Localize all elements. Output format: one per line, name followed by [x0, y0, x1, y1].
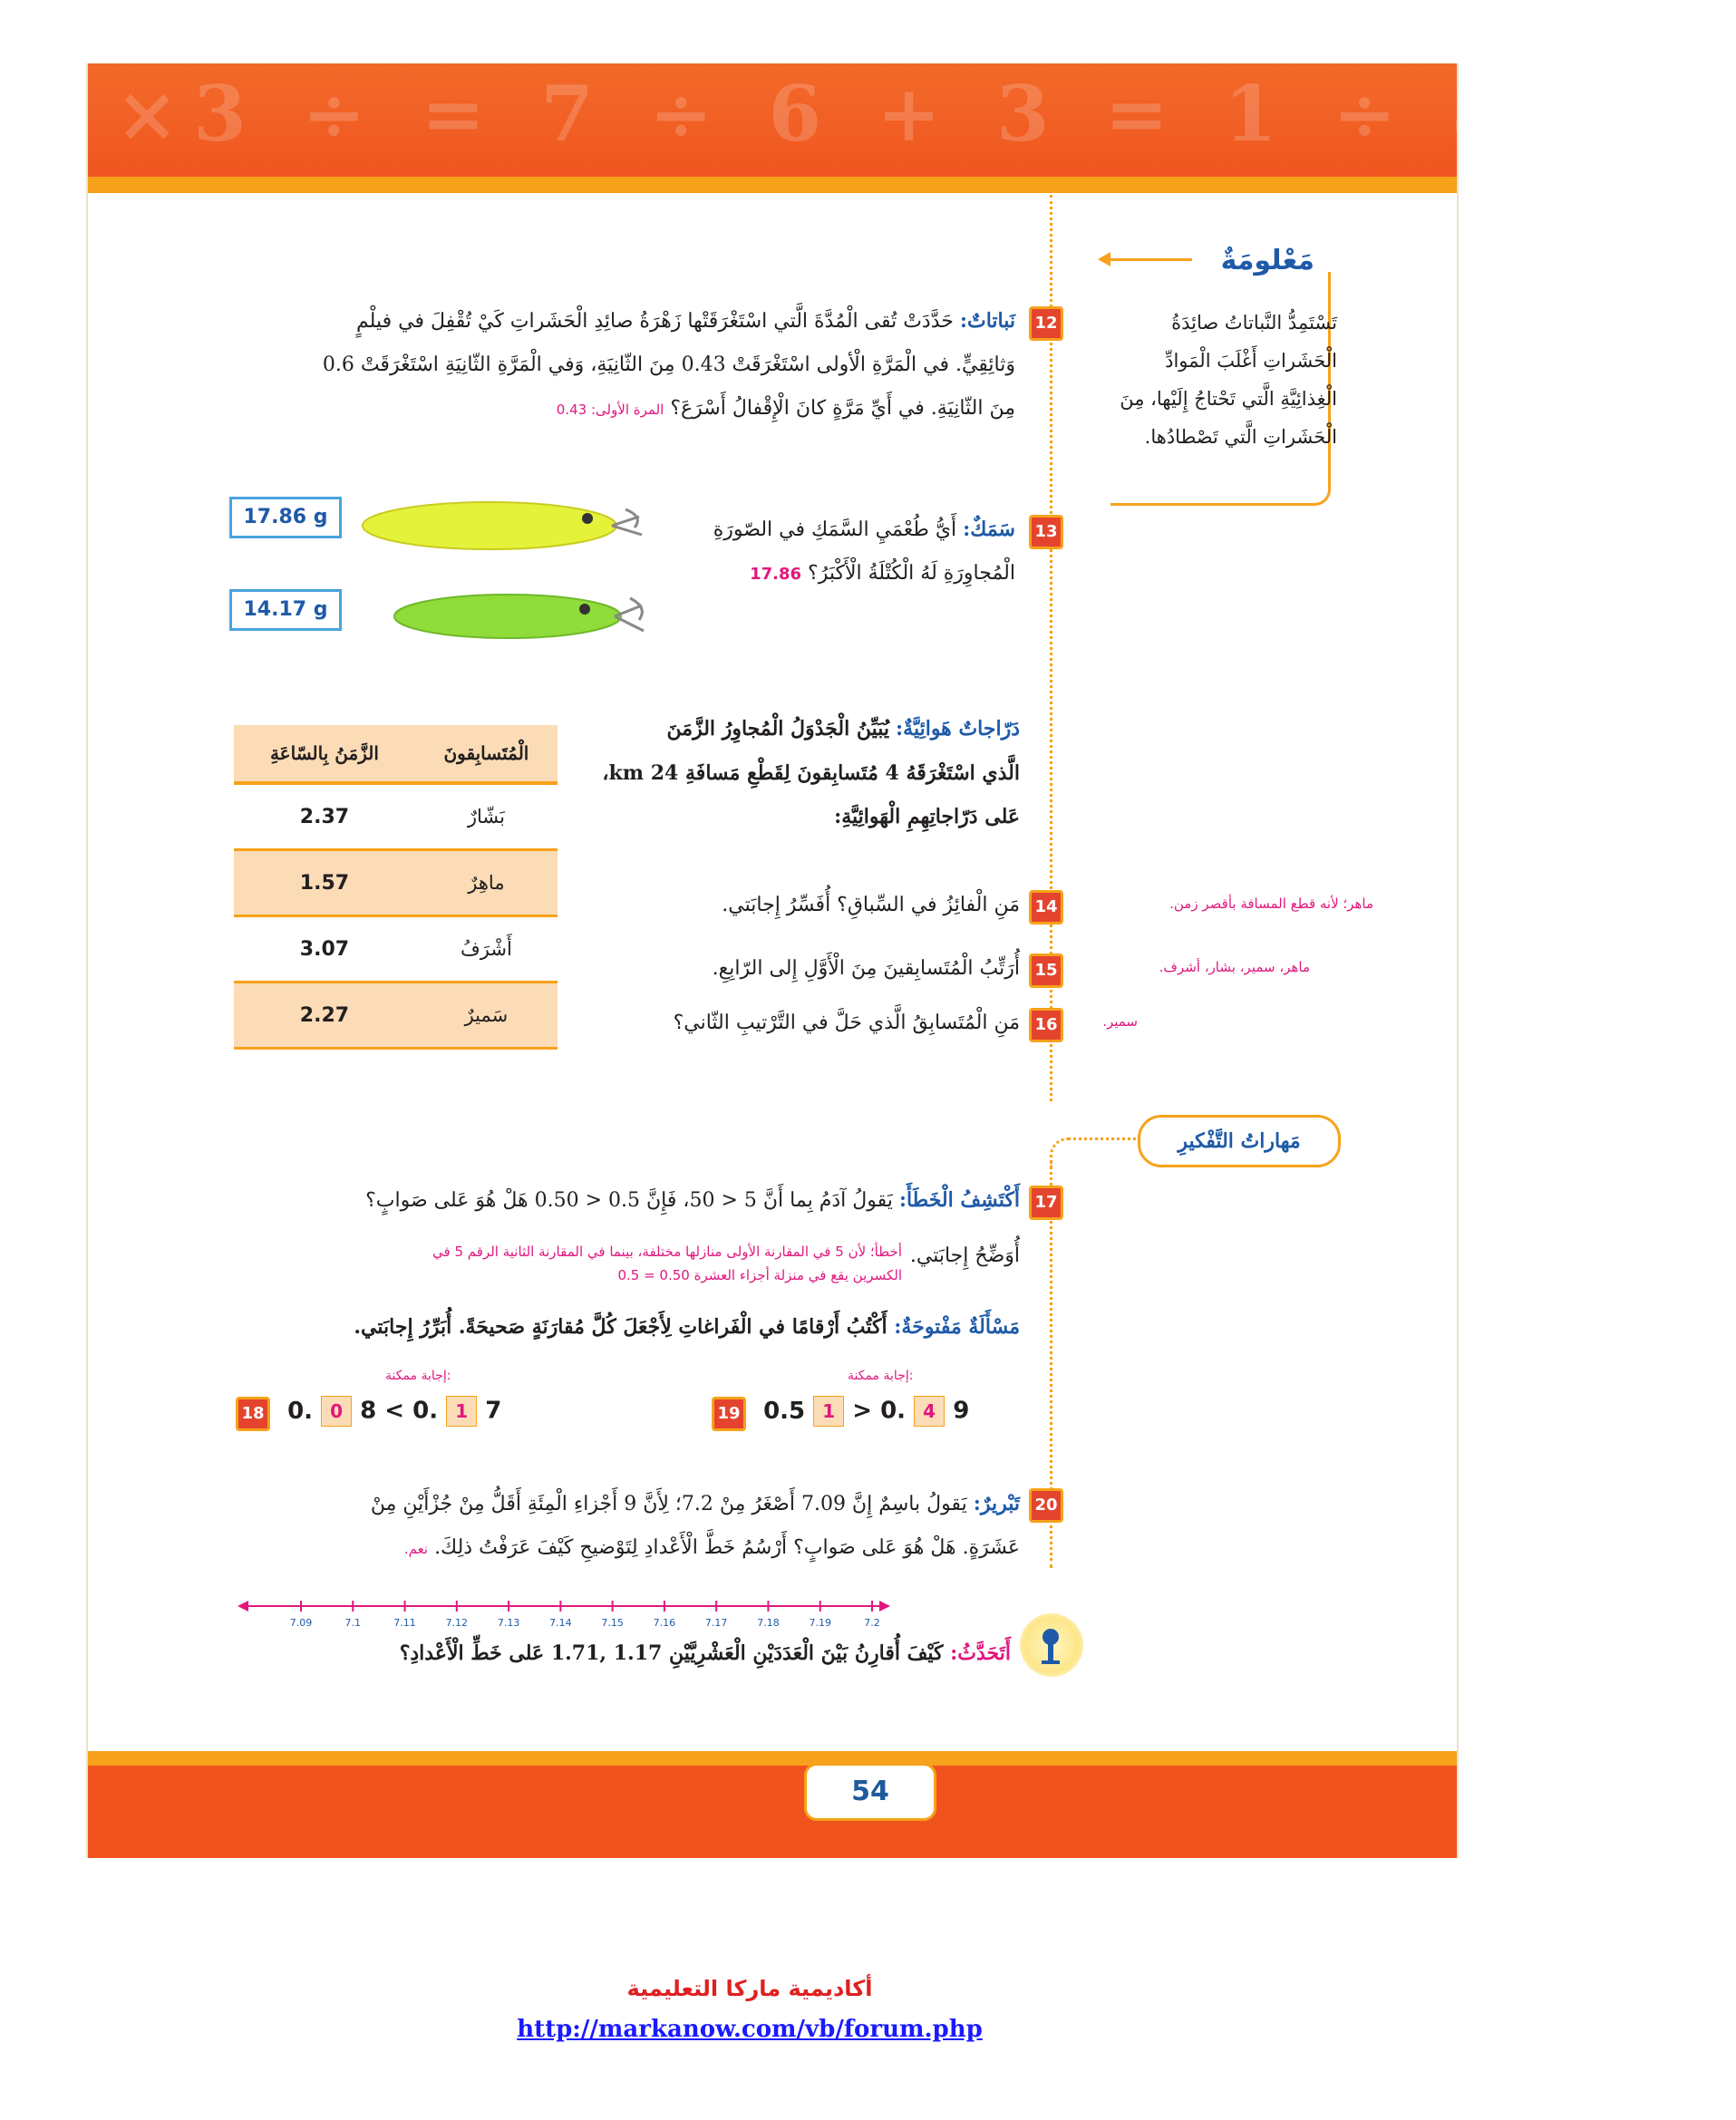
question-number-16: 16	[1029, 1008, 1063, 1042]
keyword-find-error: أَكْتَشِفُ الْخَطَأَ:	[898, 1188, 1020, 1212]
tick-label: 7.2	[864, 1617, 880, 1629]
answer-16: سمير.	[1102, 1013, 1138, 1030]
question-14: مَنِ الْفائِزُ في السِّباقِ؟ أُفَسِّرُ إِجابَتي.	[722, 894, 1020, 916]
table-header-racers: الْمُتَسابِقونَ	[415, 725, 558, 783]
tick-label: 7.09	[289, 1617, 313, 1629]
keyword-talk: أَتَحَدَّثُ:	[950, 1641, 1011, 1665]
answer-12: المرة الأولى: 0.43	[556, 402, 664, 418]
question-13: سَمَكٌ: أَيُّ طُعْمَيِ السَّمَكِ في الصّورَةِ الْمُجاوِرَةِ لَهُ الْكُتْلَةُ الْأَكْبَرُ؟ 17.86	[713, 518, 1015, 585]
fish-lure-1-icon	[354, 489, 653, 562]
race-table	[234, 725, 558, 1050]
question-15: أُرَتِّبُ الْمُتَسابِقينَ مِنَ الْأَوَّلِ إِلى الرّابِعِ.	[712, 957, 1020, 980]
table-row: 2.37 بَشّارٌ	[234, 783, 558, 850]
question-number-17: 17	[1029, 1186, 1063, 1220]
info-text: تَسْتَمِدُّ النَّباتاتُ صائِدَةُ الْحَشَراتِ أَغْلَبَ الْمَوادِّ الْغِذائِيَّةِ الَّتي تَحْتاجُ إِلَيْها، مِنَ الْحَشَراتِ الَّتي تَصْطادُها.	[1120, 312, 1337, 448]
header-band	[88, 63, 1736, 193]
blank-box: 0	[321, 1396, 352, 1427]
tick-label: 7.12	[445, 1617, 469, 1629]
possible-answer-18: إجابة ممكنة:	[385, 1369, 451, 1383]
question-number-15: 15	[1029, 954, 1063, 988]
keyword-open: مَسْأَلَةٌ مَفْتوحَةٌ:	[894, 1315, 1020, 1339]
question-number-13: 13	[1029, 515, 1063, 549]
keyword-fish: سَمَكٌ:	[963, 518, 1015, 541]
mass-label-2: 14.17 g	[229, 589, 342, 631]
blank-box: 4	[914, 1396, 945, 1427]
tick-label: 7.16	[653, 1617, 676, 1629]
tick-label: 7.13	[497, 1617, 520, 1629]
tick-label: 7.19	[809, 1617, 831, 1629]
tick-label: 7.14	[549, 1617, 572, 1629]
info-title: مَعْلومَةٌ	[1220, 245, 1314, 276]
page-number: 54	[804, 1763, 936, 1821]
question-number-20: 20	[1029, 1488, 1063, 1523]
race-intro: دَرّاجاتٌ هَوائِيَّةٌ: يُبَيِّنُ الْجَدْوَلُ الْمُجاوِرُ الزَّمَنَ الَّذي اسْتَغْرَقَهُ 4 مُتَسابِقونَ لِقَطْعِ مَسافَةِ 24 km، عَلى دَرّاجاتِهِمِ الْهَوائِيَّةِ:	[602, 717, 1020, 828]
tick-label: 7.15	[601, 1617, 624, 1629]
fish-lure-2-icon	[381, 580, 653, 653]
table-row: 2.27 سَميرٌ	[234, 983, 558, 1049]
keyword-plants: نَباتاتٌ:	[959, 309, 1015, 333]
tick-label: 7.1	[344, 1617, 362, 1629]
footer-band	[88, 1751, 1457, 1858]
skills-badge: مَهاراتُ التَّفْكيرِ	[1138, 1115, 1341, 1167]
answer-15: ماهر، سمير، بشار، أشرف.	[1159, 959, 1310, 975]
possible-answer-19: إجابة ممكنة:	[848, 1369, 914, 1383]
mass-label-1: 17.86 g	[229, 497, 342, 538]
table-header-time: الزَّمَنُ بِالسّاعَةِ	[234, 725, 415, 783]
tick-label: 7.18	[757, 1617, 780, 1629]
question-18: 18 0. 0 8 < 0. 1 7	[236, 1396, 501, 1431]
table-row: 3.07 أَشْرَفُ	[234, 916, 558, 983]
question-number-12: 12	[1029, 306, 1063, 341]
question-17: أَكْتَشِفُ الْخَطَأَ: يَقولُ آدَمُ بِما أَنَّ 5 < 50، فَإِنَّ 0.5 < 0.50 هَلْ هُوَ عَلى صَوابٍ؟	[365, 1188, 1020, 1212]
question-16: مَنِ الْمُتَسابِقُ الَّذي حَلَّ في التَّرْتيبِ الثّاني؟	[673, 1012, 1020, 1034]
question-20: تَبْريرٌ: يَقولُ باسِمٌ إِنَّ 7.09 أَصْغَرُ مِنْ 7.2؛ لِأَنَّ 9 أَجْزاءِ الْمِئَةِ أَقَلُّ مِنْ جُزْأَيْنِ مِنْ عَشَرَةٍ. هَلْ هُوَ عَلى صَوابٍ؟ أَرْسُمُ خَطَّ الْأَعْدادِ لِتَوْضيحِ كَيْفَ عَرَفْتُ ذلِكَ. نعم.	[370, 1492, 1020, 1559]
answer-20: نعم.	[403, 1541, 429, 1557]
talk-prompt: أَتَحَدَّثُ: كَيْفَ أُقارِنُ بَيْنَ الْعَدَدَيْنِ الْعَشْرِيَّيْنِ 1.17 ,1.71 عَلى خَطِّ الْأَعْدادِ؟	[399, 1641, 1011, 1665]
answer-17: أخطأ؛ لأن 5 في المقارنة الأولى منازلها مختلفة، بينما في المقارنة الثانية الرقم 5 في الكسرين يقع في منزلة أجزاء العشرة 0.50 = 0.5	[432, 1244, 902, 1283]
blank-box: 1	[446, 1396, 477, 1427]
answer-14: ماهر؛ لأنه قطع المسافة بأقصر زمن.	[1169, 895, 1373, 912]
tick-label: 7.17	[704, 1617, 728, 1629]
blank-box: 1	[813, 1396, 844, 1427]
header-decoration: ×3 ÷ = 7 ÷ 6 + 3 = 1 ÷ 8 5 2	[115, 69, 1736, 159]
keyword-justify: تَبْريرٌ:	[973, 1492, 1020, 1515]
footer-link[interactable]: http://markanow.com/vb/forum.php	[517, 2016, 983, 2043]
microphone-icon	[1020, 1613, 1083, 1677]
question-17-explain: أُوَضِّحُ إِجابَتي.	[909, 1244, 1020, 1267]
question-12: نَباتاتٌ: حَدَّدَتْ تُقى الْمُدَّةَ الَّتي اسْتَغْرَقَتْها زَهْرَةُ صائِدِ الْحَشَراتِ كَيْ تُقْفِلَ في فيلْمٍ وَثائِقِيٍّ. في الْمَرَّةِ الْأولى اسْتَغْرَقَتْ 0.43 مِنَ الثّانِيَةِ، وَفي الْمَرَّةِ الثّانِيَةِ اسْتَغْرَقَتْ 0.6 مِنَ الثّانِيَةِ. في أَيِّ مَرَّةٍ كانَ الْإِقْفالُ أَسْرَعَ؟ المرة الأولى: 0.43	[322, 309, 1015, 420]
table-row: 1.57 ماهِرٌ	[234, 850, 558, 916]
number-line	[238, 1595, 890, 1631]
tick-label: 7.11	[393, 1617, 416, 1629]
question-19: 19 0.5 1 > 0. 4 9	[712, 1396, 969, 1431]
open-problem: مَسْأَلَةٌ مَفْتوحَةٌ: أَكْتُبُ أَرْقامًا في الْفَراغاتِ لِأَجْعَلَ كُلَّ مُقارَنَةٍ صَحيحَةً. أُبَرِّرُ إِجابَتي.	[354, 1315, 1020, 1339]
keyword-bikes: دَرّاجاتٌ هَوائِيَّةٌ:	[896, 717, 1020, 741]
footer-title: أكاديمية ماركا التعليمية	[626, 1976, 873, 2001]
answer-13: 17.86	[750, 565, 802, 584]
question-number-14: 14	[1029, 890, 1063, 924]
